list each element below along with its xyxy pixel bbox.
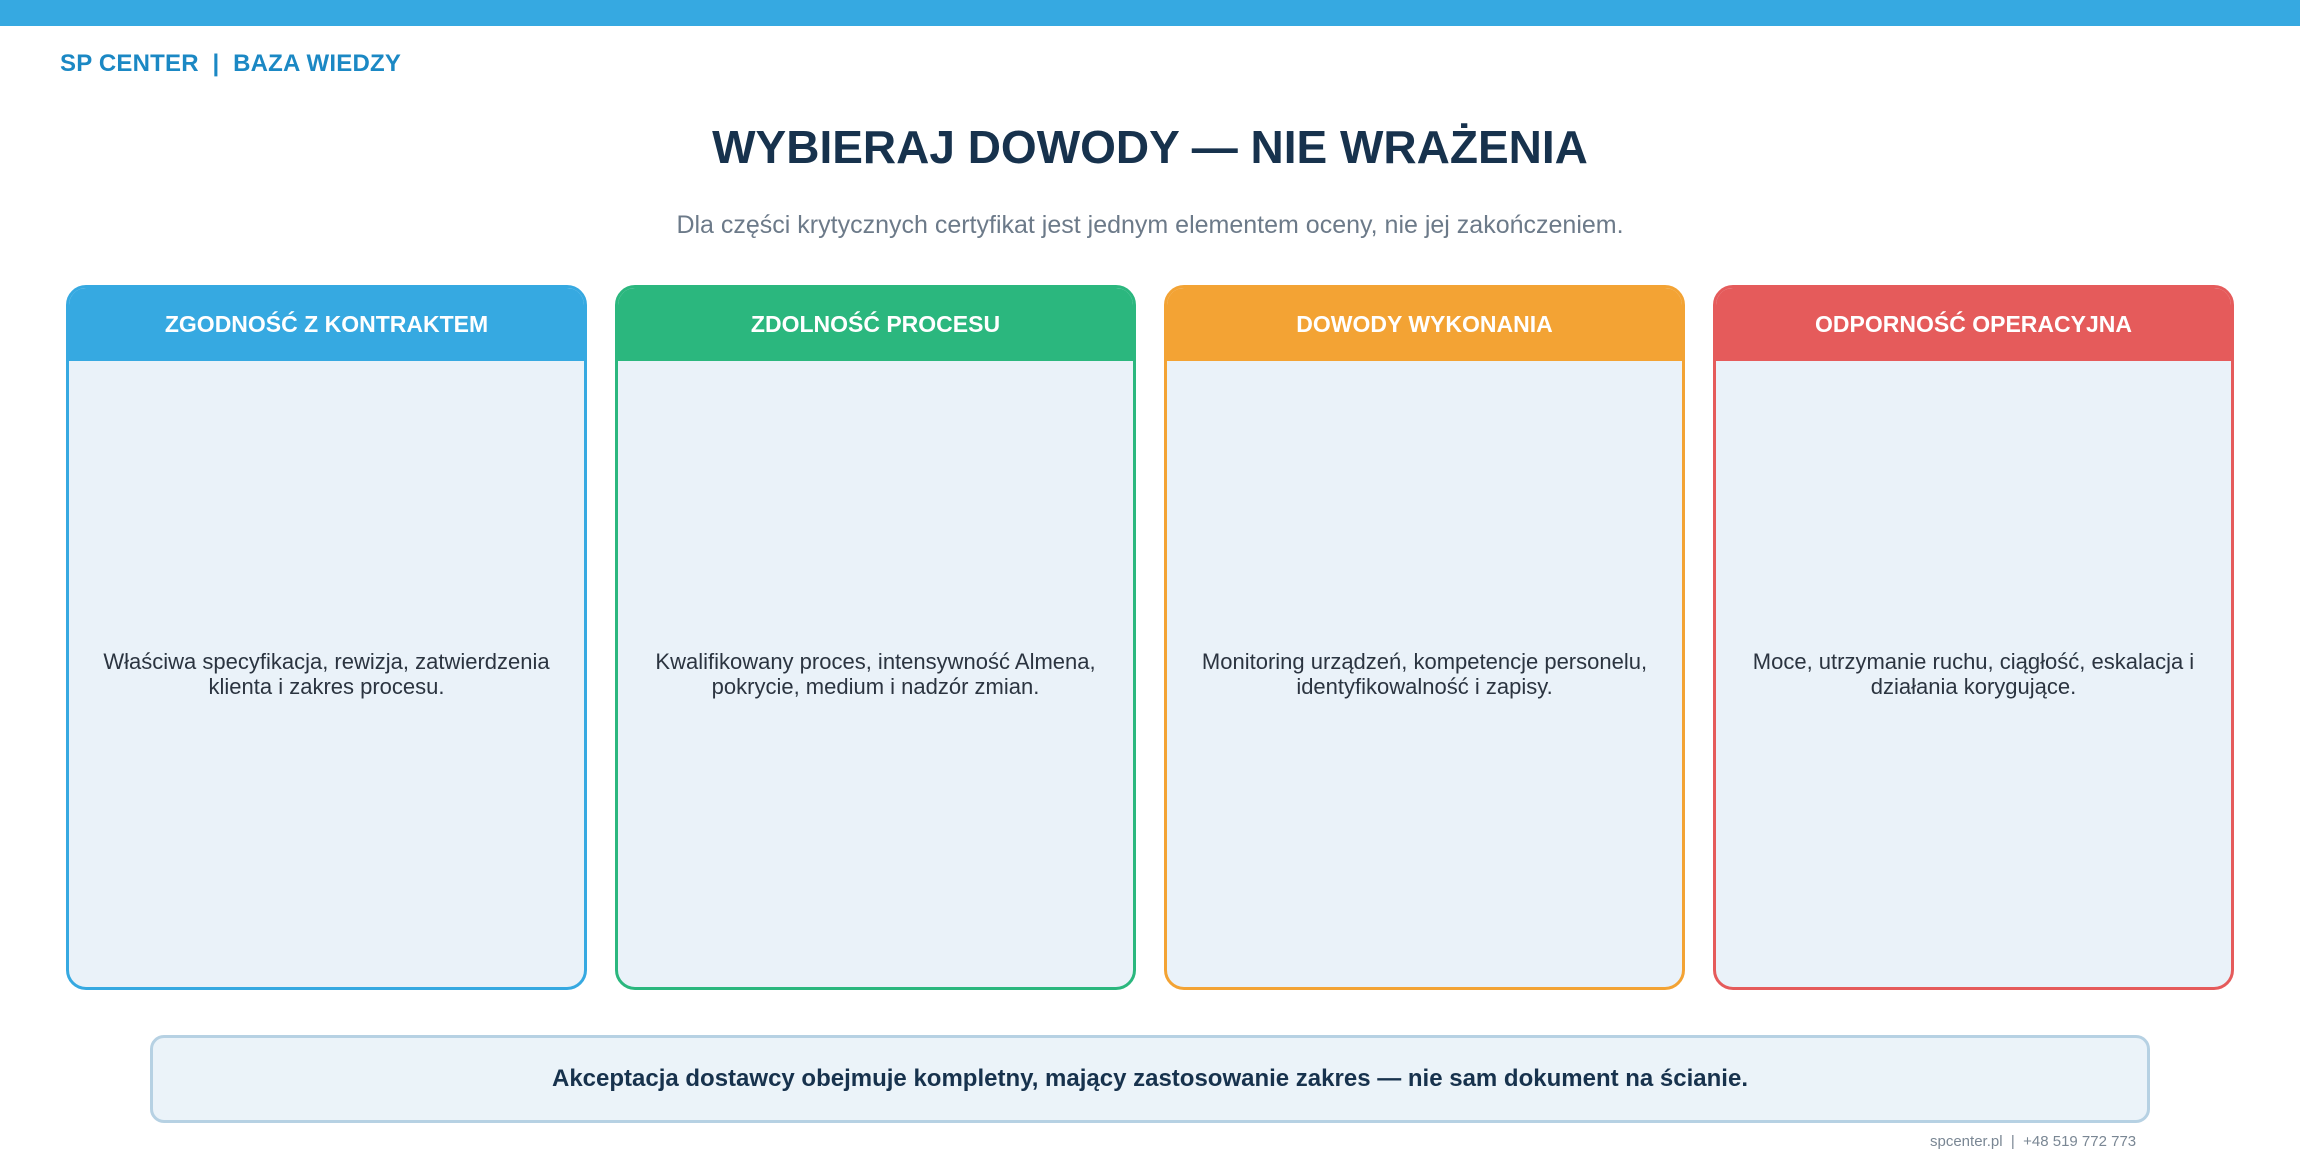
card-text: Kwalifikowany proces, intensywność Almena, pokrycie, medium i nadzór zmian. — [655, 649, 1096, 699]
top-accent-bar — [0, 0, 2300, 26]
card-text: Monitoring urządzeń, kompetencje personelu, identyfikowalność i zapisy. — [1201, 649, 1648, 699]
card-title: DOWODY WYKONANIA — [1296, 311, 1553, 337]
card-header — [618, 288, 1133, 361]
summary-callout — [150, 1035, 2150, 1123]
card-contract-compliance — [66, 285, 587, 990]
card-title: ODPORNOŚĆ OPERACYJNA — [1815, 311, 2132, 337]
card-body — [618, 361, 1133, 987]
card-process-capability — [615, 285, 1136, 990]
page-subtitle: Dla części krytycznych certyfikat jest jednym elementem oceny, nie jej zakończeniem. — [676, 211, 1624, 239]
card-execution-evidence — [1164, 285, 1685, 990]
card-body — [1716, 361, 2231, 987]
summary-text: Akceptacja dostawcy obejmuje kompletny, mający zastosowanie zakres — nie sam dokument na ścianie. — [551, 1065, 1748, 1092]
card-operational-resilience — [1713, 285, 2234, 990]
card-title: ZDOLNOŚĆ PROCESU — [750, 311, 1001, 337]
page-title: WYBIERAJ DOWODY — NIE WRAŻENIA — [712, 121, 1588, 173]
card-title: ZGODNOŚĆ Z KONTRAKTEM — [164, 311, 489, 337]
card-text: Właściwa specyfikacja, rewizja, zatwierdzenia klienta i zakres procesu. — [103, 649, 550, 699]
card-text: Moce, utrzymanie ruchu, ciągłość, eskalacja i działania korygujące. — [1752, 649, 2195, 699]
card-header — [1716, 288, 2231, 361]
card-body — [69, 361, 584, 987]
contact-info: spcenter.pl | +48 519 772 773 — [1930, 1133, 2137, 1150]
brand-label: SP CENTER | BAZA WIEDZY — [60, 50, 402, 77]
card-header — [69, 288, 584, 361]
card-body — [1167, 361, 1682, 987]
card-header — [1167, 288, 1682, 361]
